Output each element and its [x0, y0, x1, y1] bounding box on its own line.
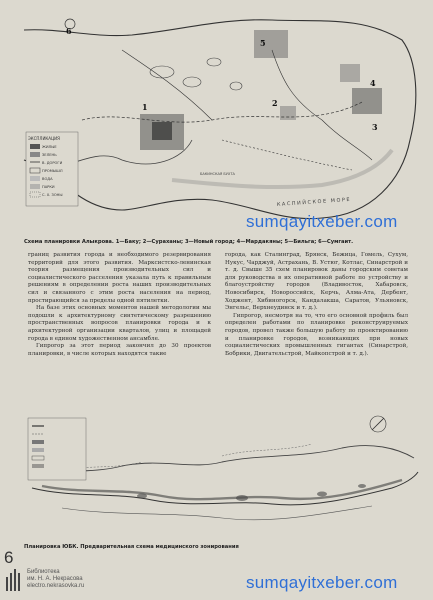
library-stamp: [6, 569, 84, 591]
article-body: [28, 252, 408, 400]
legend-item: ВОДА: [42, 177, 53, 181]
map-legend: [26, 132, 78, 206]
map-number: 2: [272, 98, 278, 108]
page-number: 6: [4, 548, 14, 567]
sea-label: КАСПИЙСКОЕ МОРЕ: [276, 196, 352, 208]
paragraph: Гипрогор за этот период закончил до 30 проектов планировки, в числе которых находятся такие: [28, 343, 211, 357]
legend-title: ЭКСПЛИКАЦИЯ: [28, 136, 60, 141]
text-column-right: [225, 252, 408, 358]
map-number: 3: [372, 122, 378, 132]
legend-item: В. ДОРОГИ: [42, 161, 63, 165]
map-number: 1: [142, 102, 148, 112]
library-name: им. Н. А. Некрасова: [27, 576, 83, 582]
map-number: 6: [66, 26, 72, 36]
legend-item: ПАРКИ: [42, 185, 55, 189]
map-number: 5: [260, 38, 266, 48]
map1-caption: Схема планировки Алыкрова. 1—Баку; 2—Сураханы; 3—Новый город; 4—Мардакяны; 5—Бильга; 6—Сумгаит.: [24, 239, 354, 245]
library-url: electro.nekrasovka.ru: [27, 583, 85, 589]
legend-item: С. Х. ЗОНЫ: [42, 193, 63, 197]
absheron-plan-map: [22, 10, 422, 232]
library-logo-icon: [6, 569, 24, 591]
watermark: sumqayitxeber.com: [246, 212, 398, 231]
map2-caption: Планировка ЮБК. Предварительная схема медицинского зонирования: [24, 544, 239, 550]
library-name: Библиотека: [27, 569, 60, 575]
legend-item: ЖИЛЫЕ: [42, 145, 57, 149]
bay-label: БАКИНСКАЯ БУХТА: [200, 172, 235, 176]
legend-item: ПРОМЫШЛ: [42, 169, 63, 173]
paragraph: города, как Сталинград, Брянск, Бежица, Гомель, Сухум, Нукус, Чарджуй, Астрахань, В. Устюг, Котлас, Синарстрой и т. д. Свыше 35 схем планировок даны городским советам для руководства в их оперативной работе по устройству и благоустройству городов (Владивосток, Хабаровск, Новосибирск, Новороссийск, Керчь, Алма-Ата, Дербент, Ходжент, Хибиногорск, Кандалакша, Саратов, Ульяновск, Энгельс, Верхнеудинск и т. д.).: [225, 252, 408, 312]
paragraph: На базе этих основных моментов нашей методологии мы подошли к архитектурному синтетическому разрешению пространственных вопросов планировки города и к архитектурной организации кварталов, улиц и площадей города в едином художественном ансамбле.: [28, 305, 211, 342]
watermark: sumqayitxeber.com: [246, 573, 398, 592]
text-column-left: [28, 252, 211, 358]
legend-item: ЗЕЛЕНЬ: [42, 153, 57, 157]
paragraph: Гипрогор, несмотря на то, что его основной профиль был определен работами по планировке реконструируемых городов, провел также большую работу по проектированию и планировке городов, возникающих при новых социалистических промышленных гигантах (Синарстрой, Бобрики, Двигательстрой, Майкопстрой и т. д.).: [225, 312, 408, 357]
paragraph: границ развития города и необходимого резервирования территорий для этого развития. Марксистско-ленинская теория размещения производительных сил и социалистического расселения указала путь к правильным решениям в определении роста наших производительных сил и связанного с этим роста населения на период, простирающийся за пределы одной пятилетки.: [28, 252, 211, 304]
ybk-zoning-map: [22, 408, 422, 540]
map-number: 4: [370, 78, 376, 88]
